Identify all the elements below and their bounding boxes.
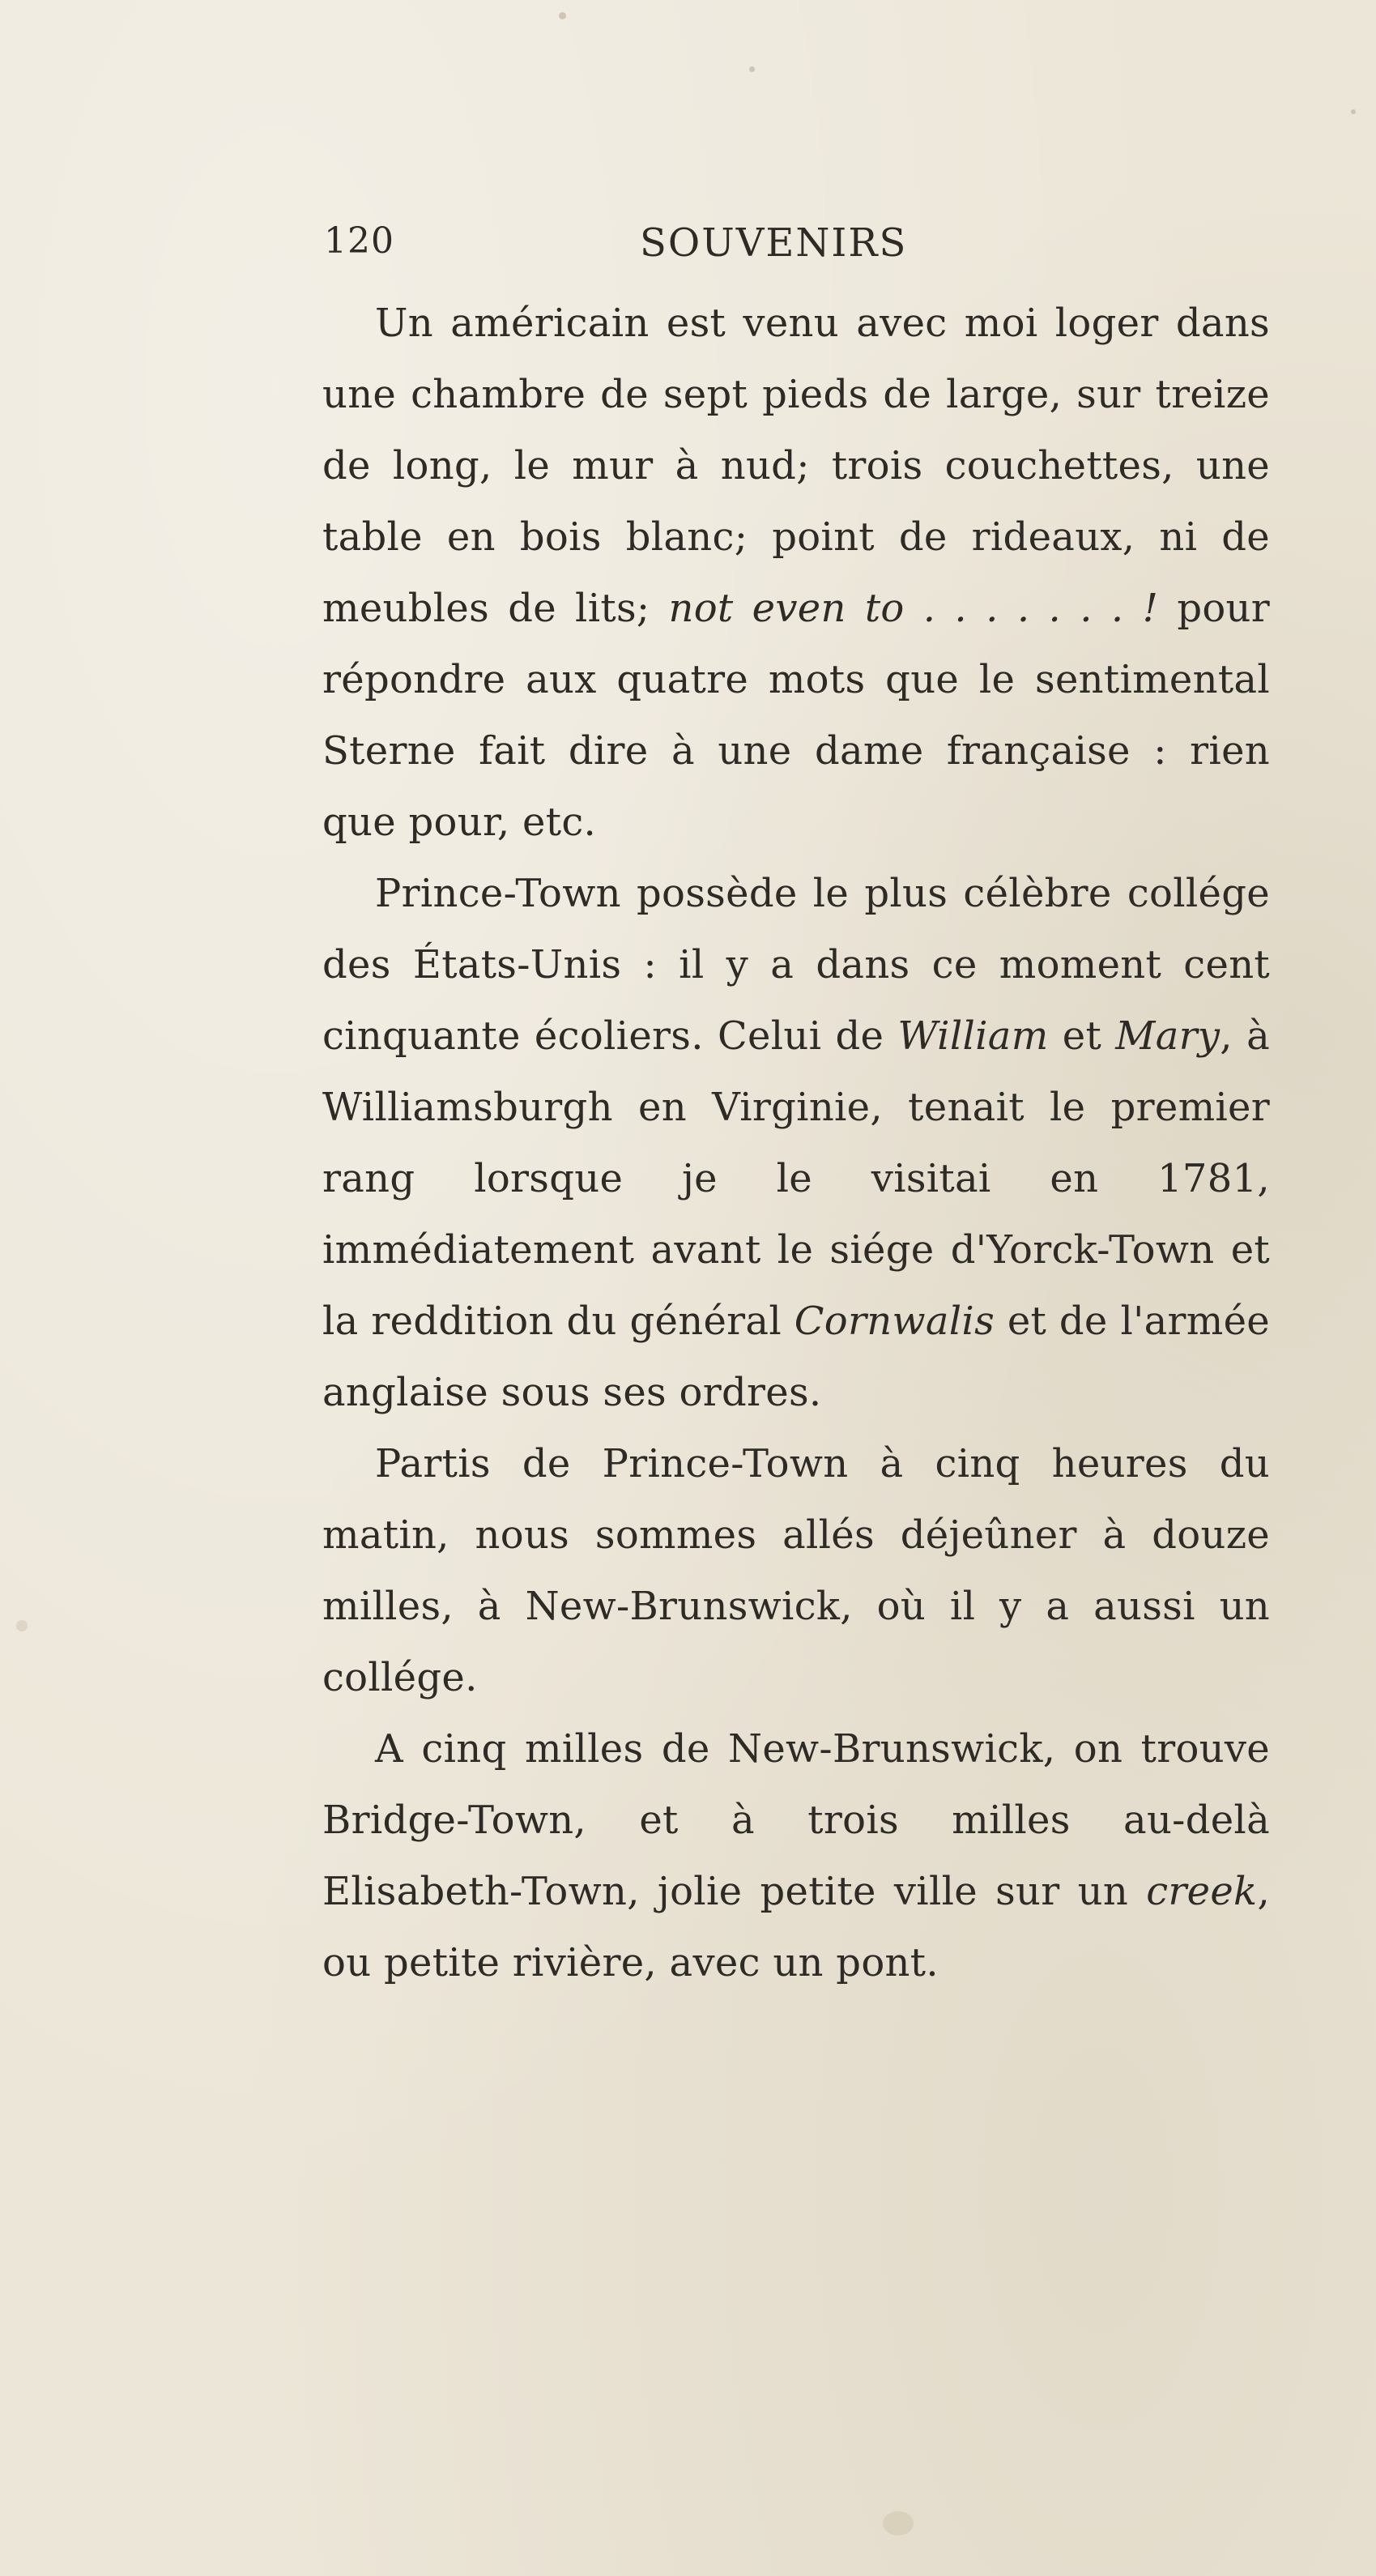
italic-text: Mary bbox=[1115, 1013, 1221, 1059]
text-run: et de l'armée anglaise sous ses ordres. bbox=[322, 1299, 1270, 1415]
paragraph bbox=[322, 1713, 1270, 1998]
text-run: , à Williamsburgh en Virginie, tenait le premier rang lorsque je le visitai en 1781, immédiatement avant le siége d'Yorck-Town et la reddition du général bbox=[322, 1013, 1270, 1344]
text-run: A cinq milles de New-Brunswick, on trouve Bridge-Town, et à trois milles au-delà Elisabeth-Town, jolie petite ville sur un bbox=[322, 1726, 1270, 1914]
paragraph bbox=[322, 858, 1270, 1428]
text-run: Partis de Prince-Town à cinq heures du matin, nous sommes allés déjeûner à douze milles, à New-Brunswick, où il y a aussi un collége. bbox=[322, 1441, 1270, 1700]
text-run: Un américain est venu avec moi loger dans une chambre de sept pieds de large, sur treize de long, le mur à nud; trois couchettes, une table en bois blanc; point de rideaux, ni de meubles de lits; bbox=[322, 301, 1270, 631]
italic-text: William bbox=[897, 1013, 1049, 1059]
text-run: Prince-Town possède le plus célèbre collége des États-Unis : il y a dans ce moment cent cinquante écoliers. Celui de bbox=[322, 871, 1270, 1059]
italic-text: creek bbox=[1146, 1869, 1258, 1914]
italic-text: Cornwalis bbox=[794, 1299, 995, 1344]
page-number: 120 bbox=[324, 220, 394, 262]
running-head: SOUVENIRS bbox=[640, 220, 908, 266]
text-run: , ou petite rivière, avec un pont. bbox=[322, 1869, 1270, 1985]
italic-text: not even to . . . . . . . ! bbox=[668, 586, 1159, 631]
paragraph bbox=[322, 1428, 1270, 1713]
body-text bbox=[322, 288, 1270, 1998]
paragraph bbox=[322, 288, 1270, 858]
text-run: pour répondre aux quatre mots que le sentimental Sterne fait dire à une dame française : rien que pour, etc. bbox=[322, 586, 1271, 845]
text-run: et bbox=[1048, 1013, 1116, 1059]
page-header bbox=[324, 220, 972, 277]
